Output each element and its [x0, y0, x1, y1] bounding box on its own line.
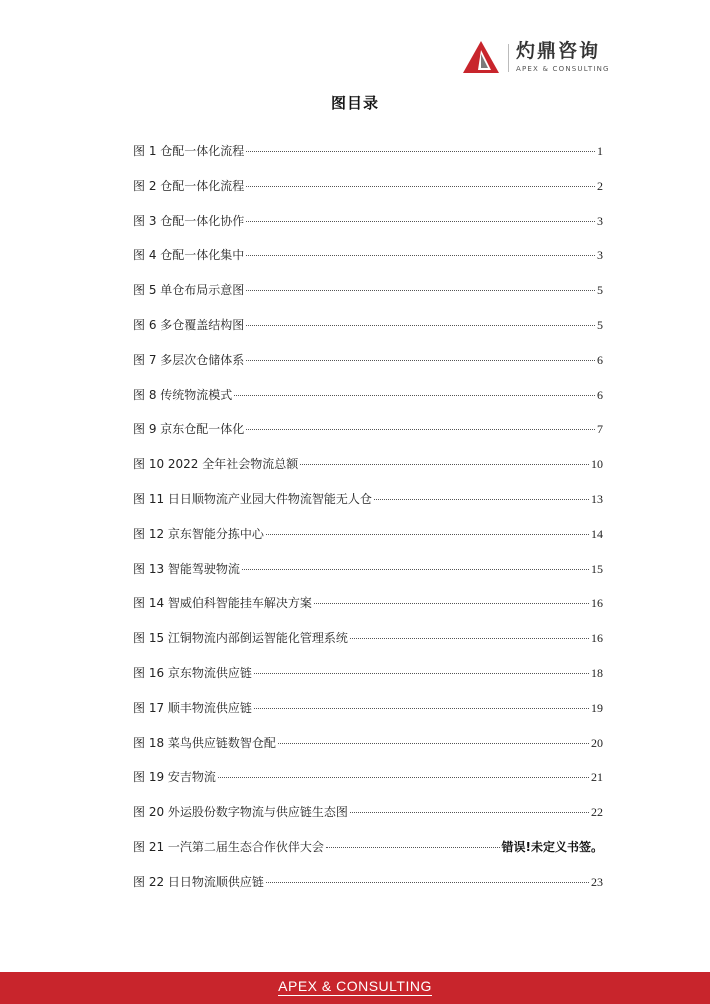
toc-entry[interactable] [133, 142, 603, 177]
toc-entry-label: 图 16 京东物流供应链 [133, 665, 252, 680]
toc-entry[interactable] [133, 873, 603, 908]
toc-entry[interactable] [133, 699, 603, 734]
toc-entry-page: 1 [597, 144, 603, 158]
toc-entry-page: 20 [591, 735, 603, 750]
toc-dot-leader [350, 812, 589, 813]
toc-entry-label: 图 18 菜鸟供应链数智仓配 [133, 735, 276, 750]
toc-dot-leader [278, 743, 589, 744]
toc-entry[interactable] [133, 351, 603, 386]
toc-dot-leader [374, 499, 589, 500]
toc-entry[interactable] [133, 734, 603, 769]
toc-entry[interactable] [133, 281, 603, 316]
toc-entry-label: 图 20 外运股份数字物流与供应链生态图 [133, 805, 348, 820]
toc-entry-label: 图 10 2022 全年社会物流总额 [133, 457, 299, 472]
toc-dot-leader [266, 882, 589, 883]
toc-entry[interactable] [133, 212, 603, 247]
toc-dot-leader [246, 429, 595, 430]
toc-dot-leader [246, 186, 595, 187]
toc-entry-label: 图 8 传统物流模式 [133, 387, 233, 402]
toc-entry-label: 图 15 江铜物流内部倒运智能化管理系统 [133, 631, 348, 646]
toc-entry-label: 图 21 一汽第二届生态合作伙伴大会 [133, 839, 324, 854]
toc-entry-label: 图 11 日日顺物流产业园大件物流智能无人仓 [133, 491, 372, 506]
toc-entry-page: 18 [591, 665, 603, 680]
toc-entry-label: 图 12 京东智能分拣中心 [133, 526, 264, 541]
toc-entry-label: 图 19 安吉物流 [133, 770, 216, 785]
toc-entry-label: 图 7 多层次仓储体系 [133, 352, 245, 367]
toc-entry-page: 22 [591, 805, 603, 820]
logo-english-name: APEX & CONSULTING [516, 65, 610, 73]
toc-entry-page: 10 [591, 457, 603, 472]
toc-entry-page: 13 [591, 491, 603, 506]
toc-entry-page: 16 [591, 596, 603, 611]
toc-entry-label: 图 14 智威伯科智能挂车解决方案 [133, 596, 312, 611]
toc-entry-page: 7 [597, 422, 603, 437]
toc-dot-leader [246, 221, 595, 222]
figure-list [133, 142, 603, 908]
toc-entry[interactable] [133, 246, 603, 281]
toc-entry[interactable] [133, 803, 603, 838]
toc-entry-label: 图 13 智能驾驶物流 [133, 561, 240, 576]
toc-entry[interactable] [133, 560, 603, 595]
toc-dot-leader [242, 569, 589, 570]
toc-dot-leader [234, 395, 595, 396]
toc-entry-error: 错误!未定义书签。 [501, 839, 603, 854]
toc-entry[interactable] [133, 664, 603, 699]
toc-entry-page: 6 [597, 387, 603, 402]
toc-dot-leader [246, 325, 595, 326]
logo-chinese-name: 灼鼎咨询 [516, 40, 601, 62]
toc-dot-leader [246, 151, 595, 152]
toc-entry[interactable] [133, 386, 603, 421]
toc-dot-leader [246, 360, 595, 361]
toc-dot-leader [266, 534, 589, 535]
toc-dot-leader [218, 777, 589, 778]
toc-dot-leader [254, 673, 589, 674]
toc-entry-label: 图 6 多仓覆盖结构图 [133, 317, 245, 332]
toc-dot-leader [350, 638, 589, 639]
toc-entry-label: 图 9 京东仓配一体化 [133, 422, 245, 437]
triangle-logo-icon [462, 40, 500, 74]
toc-entry-page: 5 [597, 283, 603, 298]
toc-entry-label: 图 4 仓配一体化集中 [133, 248, 245, 263]
toc-entry-page: 3 [597, 248, 603, 263]
toc-entry-page: 3 [597, 213, 603, 228]
toc-dot-leader [326, 847, 500, 848]
toc-entry-page: 19 [591, 700, 603, 715]
toc-dot-leader [314, 603, 589, 604]
toc-entry-page: 16 [591, 631, 603, 646]
company-logo [462, 38, 612, 78]
toc-entry-label: 图 5 单仓布局示意图 [133, 283, 245, 298]
toc-entry-page: 6 [597, 352, 603, 367]
toc-entry[interactable] [133, 420, 603, 455]
footer-bar [0, 972, 710, 1004]
logo-divider [508, 44, 509, 72]
toc-entry[interactable] [133, 768, 603, 803]
toc-entry-label: 图 2 仓配一体化流程 [133, 178, 245, 193]
toc-entry-page: 2 [597, 178, 603, 193]
toc-dot-leader [300, 464, 589, 465]
toc-entry-page: 14 [591, 526, 603, 541]
toc-entry[interactable] [133, 455, 603, 490]
toc-entry-label: 图 17 顺丰物流供应链 [133, 700, 252, 715]
toc-entry-label: 图 1 仓配一体化流程 [133, 144, 245, 158]
toc-entry-label: 图 3 仓配一体化协作 [133, 213, 245, 228]
toc-dot-leader [254, 708, 589, 709]
toc-entry[interactable] [133, 525, 603, 560]
footer-text: APEX & CONSULTING [278, 978, 432, 994]
toc-entry-page: 23 [591, 874, 603, 889]
toc-dot-leader [246, 290, 595, 291]
toc-dot-leader [246, 255, 595, 256]
toc-entry[interactable] [133, 629, 603, 664]
toc-entry-page: 5 [597, 317, 603, 332]
toc-entry-page: 21 [591, 770, 603, 785]
toc-entry[interactable] [133, 490, 603, 525]
toc-entry[interactable] [133, 177, 603, 212]
toc-entry[interactable] [133, 594, 603, 629]
page-title: 图目录 [330, 94, 379, 112]
toc-entry-label: 图 22 日日物流顺供应链 [133, 874, 264, 889]
toc-entry[interactable] [133, 316, 603, 351]
toc-entry-page: 15 [591, 561, 603, 576]
toc-entry[interactable] [133, 838, 603, 873]
